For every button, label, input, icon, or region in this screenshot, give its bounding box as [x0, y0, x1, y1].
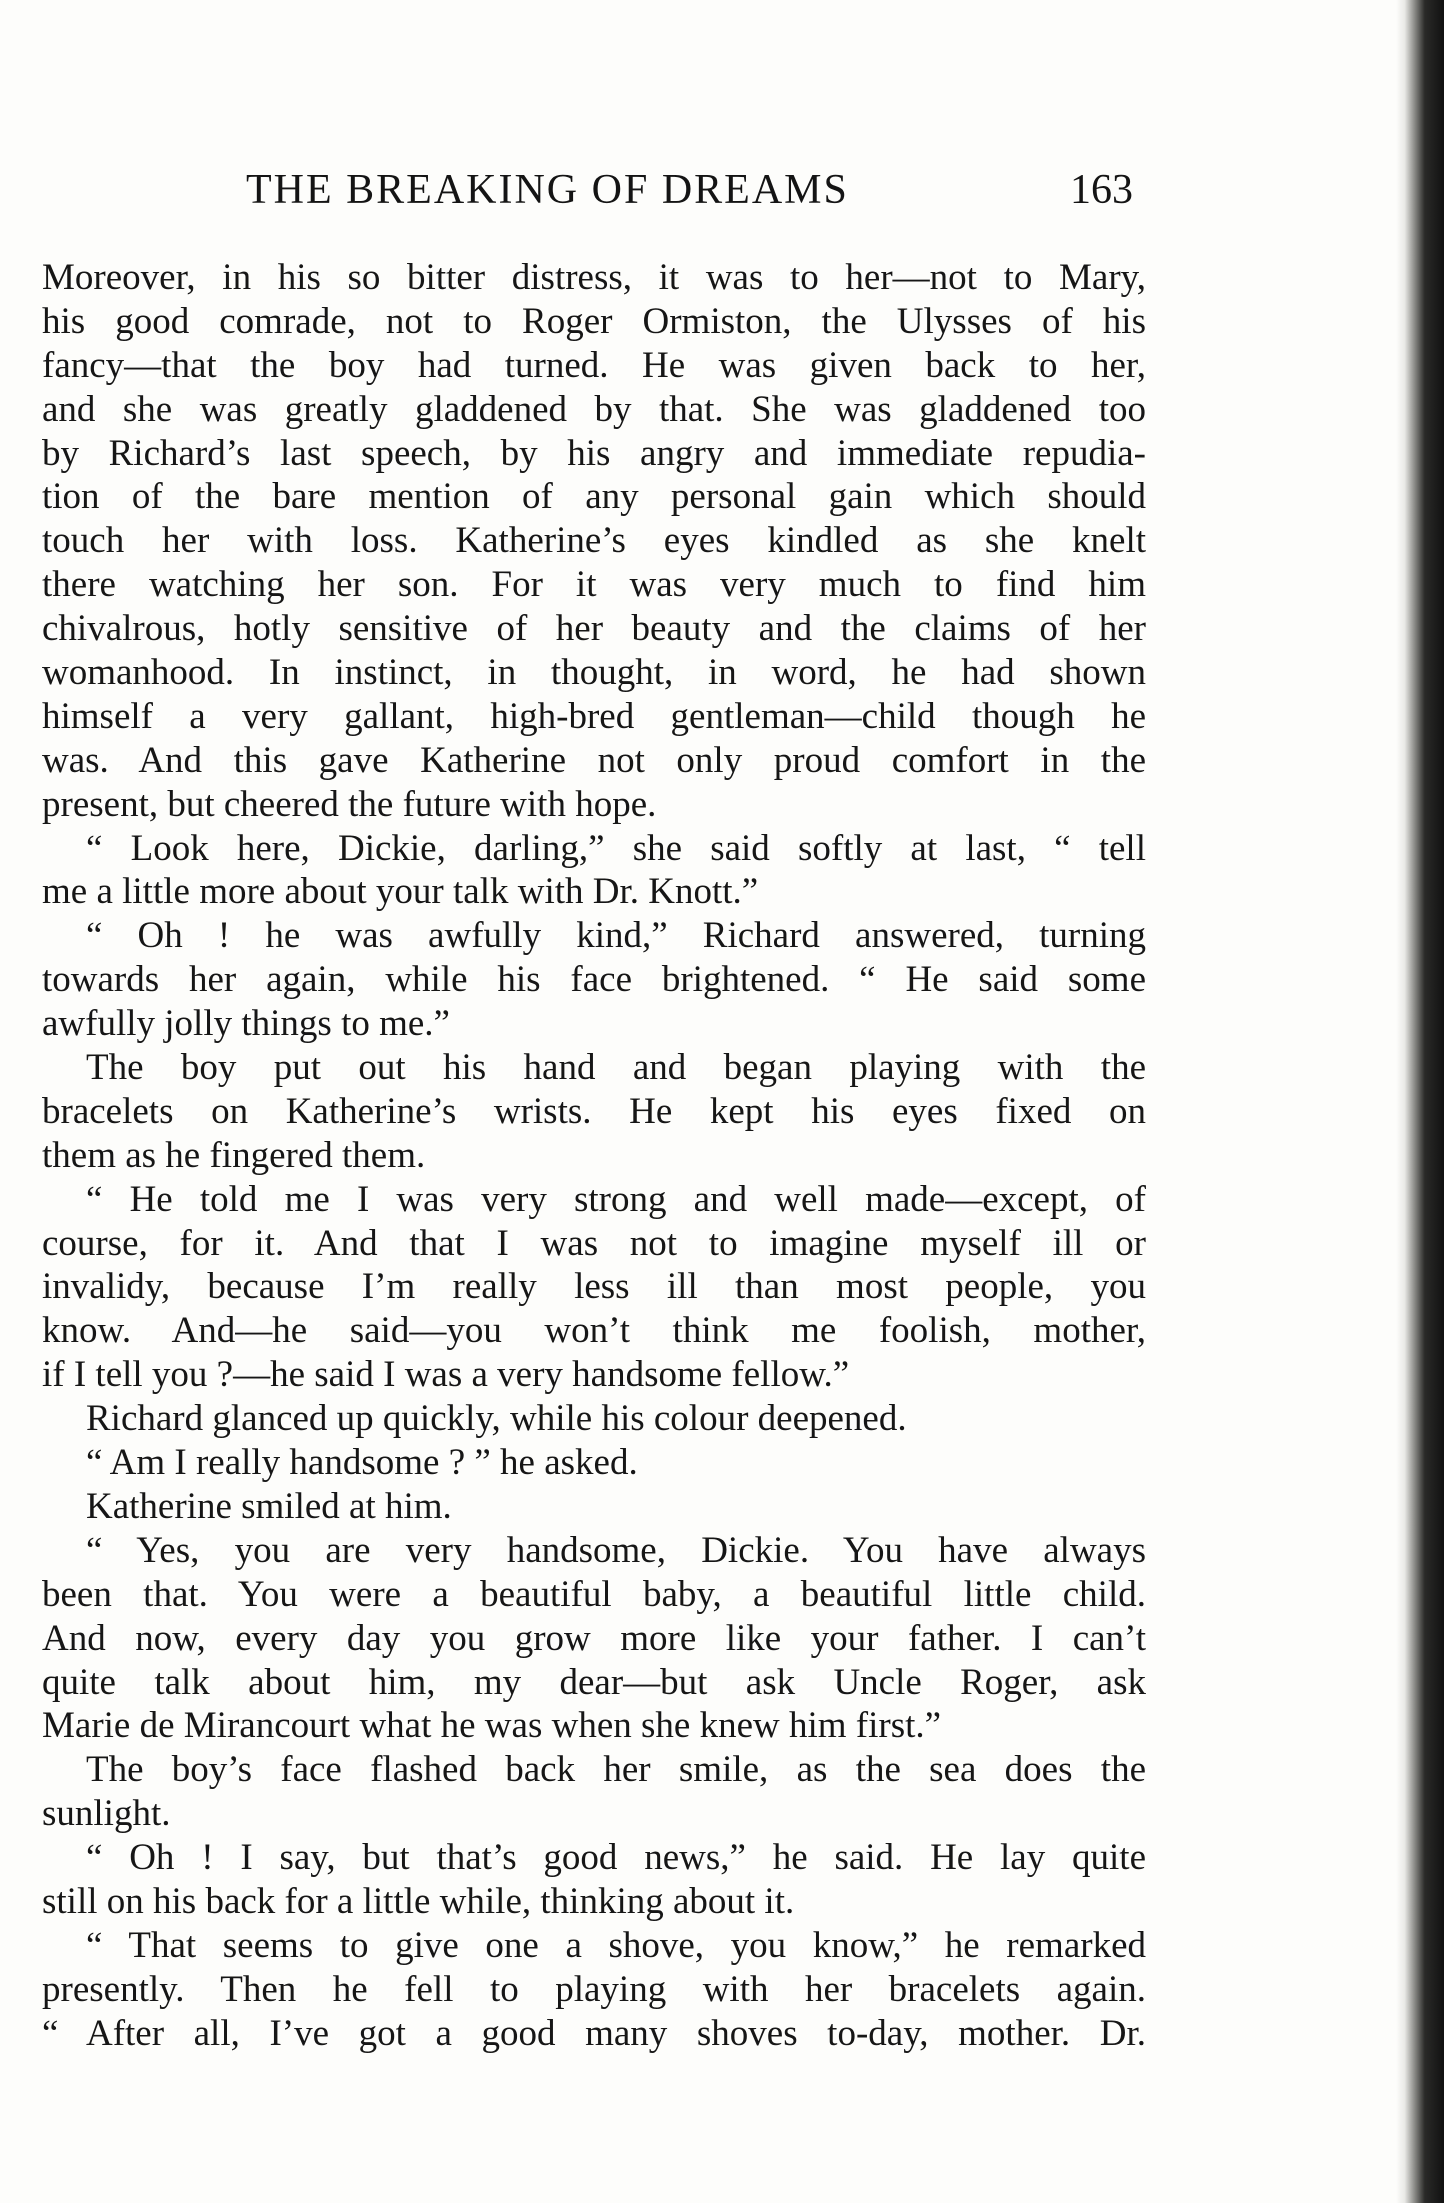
text-line: “ Oh ! he was awfully kind,” Richard answered, turning [86, 915, 1146, 957]
text-line: Moreover, in his so bitter distress, it was to her—not to Mary, [42, 257, 1146, 298]
text-line: by Richard’s last speech, by his angry and immediate repudia- [42, 432, 1146, 474]
text-line: was. And this gave Katherine not only proud comfort in the [42, 739, 1146, 781]
text-line: tion of the bare mention of any personal gain which should [42, 476, 1146, 518]
text-line: touch her with loss. Katherine’s eyes kindled as she knelt [42, 520, 1146, 562]
text-line: presently. Then he fell to playing with her bracelets again. [42, 1968, 1146, 2010]
text-line: “ He told me I was very strong and well made—except, of [86, 1178, 1146, 1220]
text-line: Marie de Mirancourt what he was when she knew him first.” [42, 1705, 942, 1747]
text-line: And now, every day you grow more like your father. I can’t [42, 1617, 1146, 1659]
text-line: if I tell you ?—he said I was a very handsome fellow.” [42, 1354, 850, 1396]
text-line: towards her again, while his face brightened. “ He said some [42, 959, 1146, 1001]
text-line: and she was greatly gladdened by that. She was gladdened too [42, 388, 1146, 430]
text-line: “ Oh ! I say, but that’s good news,” he said. He lay quite [86, 1837, 1146, 1879]
text-line: present, but cheered the future with hope. [42, 783, 657, 825]
page-edge-shadow [1396, 0, 1444, 2203]
text-line: chivalrous, hotly sensitive of her beauty and the claims of her [42, 608, 1146, 650]
text-line: Katherine smiled at him. [86, 1485, 452, 1527]
body-text [42, 256, 1146, 2056]
page-header [0, 160, 1444, 220]
text-line: “ After all, I’ve got a good many shoves to-day, mother. Dr. [42, 2012, 1146, 2054]
running-title: THE BREAKING OF DREAMS [246, 167, 849, 213]
text-line: know. And—he said—you won’t think me foolish, mother, [42, 1310, 1146, 1352]
text-line: been that. You were a beautiful baby, a beautiful little child. [42, 1573, 1146, 1615]
text-line: his good comrade, not to Roger Ormiston, the Ulysses of his [42, 300, 1146, 342]
text-line: “ Yes, you are very handsome, Dickie. You have always [86, 1529, 1146, 1571]
text-line: The boy’s face flashed back her smile, as the sea does the [86, 1749, 1146, 1791]
text-line: “ That seems to give one a shove, you know,” he remarked [86, 1924, 1146, 1966]
text-line: himself a very gallant, high-bred gentleman—child though he [42, 695, 1146, 737]
text-line: womanhood. In instinct, in thought, in word, he had shown [42, 652, 1146, 694]
page-number: 163 [1070, 167, 1133, 213]
text-line: “ Look here, Dickie, darling,” she said softly at last, “ tell [86, 827, 1146, 869]
text-line: Richard glanced up quickly, while his colour deepened. [86, 1398, 907, 1440]
text-line: still on his back for a little while, thinking about it. [42, 1880, 795, 1922]
text-line: invalidy, because I’m really less ill than most people, you [42, 1266, 1146, 1308]
text-line: me a little more about your talk with Dr. Knott.” [42, 871, 759, 913]
text-line: “ Am I really handsome ? ” he asked. [86, 1442, 638, 1484]
text-line: course, for it. And that I was not to imagine myself ill or [42, 1222, 1146, 1264]
text-line: bracelets on Katherine’s wrists. He kept his eyes fixed on [42, 1090, 1146, 1132]
text-line: awfully jolly things to me.” [42, 1003, 450, 1045]
text-line: The boy put out his hand and began playing with the [86, 1047, 1146, 1089]
text-line: sunlight. [42, 1793, 171, 1835]
text-line: there watching her son. For it was very much to find him [42, 564, 1146, 606]
text-line: them as he fingered them. [42, 1134, 426, 1176]
text-line: fancy—that the boy had turned. He was given back to her, [42, 344, 1146, 386]
text-line: quite talk about him, my dear—but ask Uncle Roger, ask [42, 1661, 1146, 1703]
